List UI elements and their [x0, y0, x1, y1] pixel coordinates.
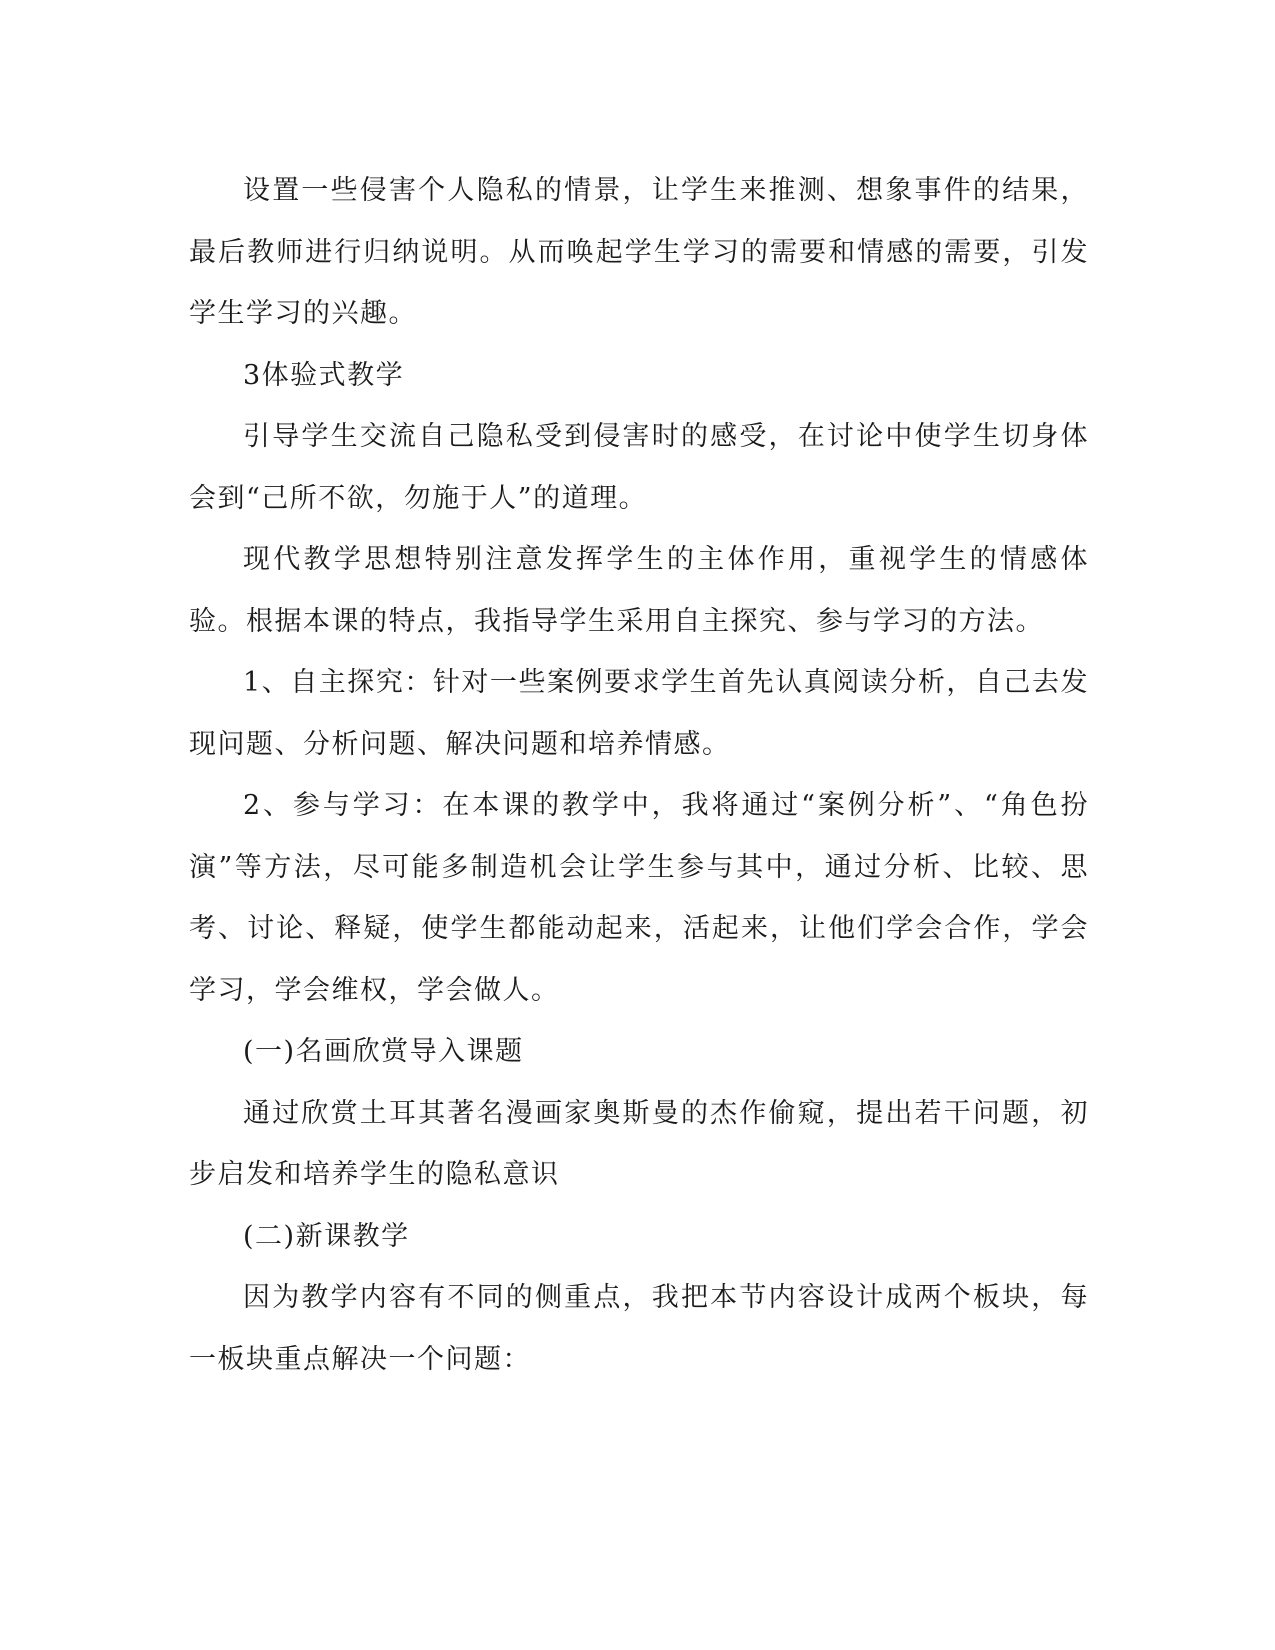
- paragraph-scenario-setting: 设置一些侵害个人隐私的情景，让学生来推测、想象事件的结果，最后教师进行归纳说明。从而唤起学生学习的需要和情感的需要，引发学生学习的兴趣。: [189, 175, 1089, 329]
- paragraph-content-design: 因为教学内容有不同的侧重点，我把本节内容设计成两个板块，每一板块重点解决一个问题：: [189, 1282, 1089, 1375]
- paragraph-painting-appreciation: 通过欣赏土耳其著名漫画家奥斯曼的杰作偷窥，提出若干问题，初步启发和培养学生的隐私意识: [189, 1097, 1089, 1190]
- document-body: [189, 160, 1089, 1390]
- paragraph-guide-discussion: 引导学生交流自己隐私受到侵害时的感受，在讨论中使学生切身体会到“己所不欲，勿施于人”的道理。: [189, 421, 1089, 514]
- paragraph-participatory-learning: 2、参与学习：在本课的教学中，我将通过“案例分析”、“角色扮演”等方法，尽可能多制造机会让学生参与其中，通过分析、比较、思考、讨论、释疑，使学生都能动起来，活起来，让他们学会合作，学会学习，学会维权，学会做人。: [189, 790, 1089, 1006]
- heading-section-two: (二)新课教学: [243, 1220, 410, 1252]
- paragraph-self-exploration: 1、自主探究：针对一些案例要求学生首先认真阅读分析，自己去发现问题、分析问题、解决问题和培养情感。: [189, 667, 1089, 760]
- heading-experiential-teaching: 3体验式教学: [243, 359, 405, 391]
- heading-section-one: (一)名画欣赏导入课题: [243, 1036, 524, 1067]
- paragraph-modern-teaching: 现代教学思想特别注意发挥学生的主体作用，重视学生的情感体验。根据本课的特点，我指导学生采用自主探究、参与学习的方法。: [189, 544, 1089, 637]
